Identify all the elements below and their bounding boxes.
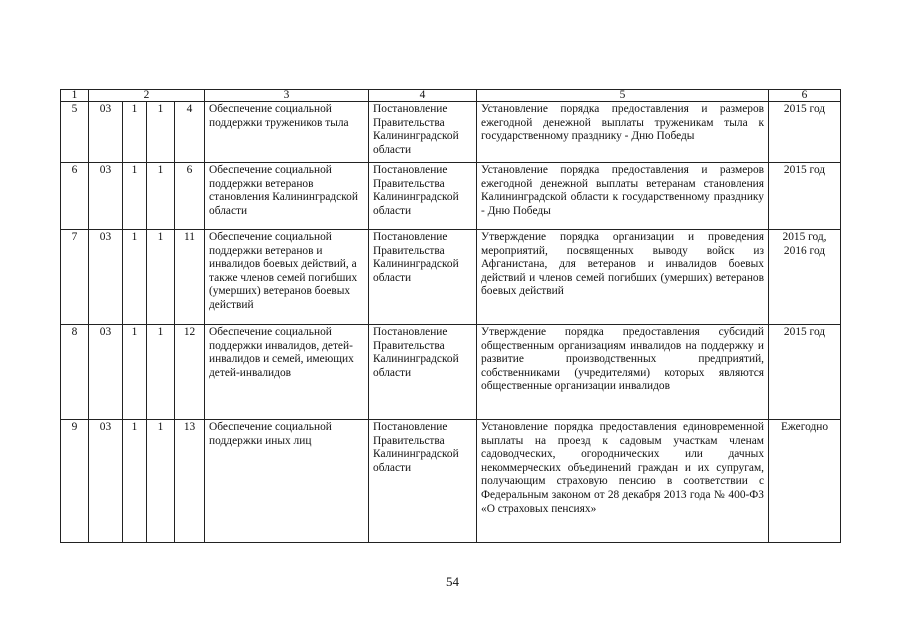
code-cell: 12 [175,325,205,420]
legal-act-cell: Постановление Правительства Калининградской области [369,102,477,163]
code-cell: 6 [175,163,205,230]
table-row [61,325,841,420]
page-number: 54 [446,574,459,589]
row-number: 6 [61,163,89,230]
measure-cell: Обеспечение социальной поддержки инвалидов, детей-инвалидов и семей, имеющих детей-инвалидов [205,325,369,420]
measure-cell: Обеспечение социальной поддержки тружеников тыла [205,102,369,163]
code-cell: 1 [123,102,147,163]
deadline-cell: 2015 год [769,325,841,420]
code-cell: 1 [123,230,147,325]
row-number: 8 [61,325,89,420]
description-cell: Установление порядка предоставления единовременной выплаты на проезд к садовым участкам членам садоводческих, огороднических или дачных некоммерческих объединений граждан и их супругам, получающим страховую пенсию в соответствии с Федеральным законом от 28 декабря 2013 года № 400-ФЗ «О страховых пенсиях» [477,420,769,543]
programme-table [60,89,841,543]
deadline-cell: 2015 год [769,102,841,163]
header-col-4: 4 [369,90,477,102]
row-number: 9 [61,420,89,543]
code-cell: 03 [89,325,123,420]
code-cell: 1 [147,230,175,325]
legal-act-cell: Постановление Правительства Калининградской области [369,230,477,325]
code-cell: 1 [123,163,147,230]
code-cell: 11 [175,230,205,325]
code-cell: 1 [147,102,175,163]
code-cell: 1 [123,420,147,543]
header-col-2: 2 [89,90,205,102]
deadline-cell: 2015 год, 2016 год [769,230,841,325]
table-row [61,163,841,230]
code-cell: 03 [89,102,123,163]
code-cell: 1 [147,420,175,543]
header-col-6: 6 [769,90,841,102]
table-row [61,230,841,325]
deadline-cell: 2015 год [769,163,841,230]
legal-act-cell: Постановление Правительства Калининградской области [369,420,477,543]
table-row [61,102,841,163]
measure-cell: Обеспечение социальной поддержки ветеранов и инвалидов боевых действий, а также членов семей погибших (умерших) ветеранов боевых действий [205,230,369,325]
code-cell: 03 [89,163,123,230]
header-col-1: 1 [61,90,89,102]
legal-act-cell: Постановление Правительства Калининградской области [369,163,477,230]
legal-act-cell: Постановление Правительства Калининградской области [369,325,477,420]
header-col-5: 5 [477,90,769,102]
code-cell: 4 [175,102,205,163]
table-row [61,420,841,543]
code-cell: 1 [147,163,175,230]
header-row [61,90,841,102]
header-col-3: 3 [205,90,369,102]
description-cell: Установление порядка предоставления и размеров ежегодной денежной выплаты ветеранам становления Калининградской области к государственному празднику - Дню Победы [477,163,769,230]
measure-cell: Обеспечение социальной поддержки иных лиц [205,420,369,543]
description-cell: Утверждение порядка организации и проведения мероприятий, посвященных выводу войск из Афганистана, для ветеранов и инвалидов боевых действий и членов семей погибших (умерших) ветеранов боевых действий [477,230,769,325]
row-number: 7 [61,230,89,325]
row-number: 5 [61,102,89,163]
code-cell: 03 [89,420,123,543]
code-cell: 13 [175,420,205,543]
description-cell: Утверждение порядка предоставления субсидий общественным организациям инвалидов на поддержку и развитие производственных предприятий, собственниками (учредителями) которых являются общественные организации инвалидов [477,325,769,420]
code-cell: 03 [89,230,123,325]
description-cell: Установление порядка предоставления и размеров ежегодной денежной выплаты труженикам тыла к государственному празднику - Дню Победы [477,102,769,163]
measure-cell: Обеспечение социальной поддержки ветеранов становления Калининградской области [205,163,369,230]
code-cell: 1 [147,325,175,420]
deadline-cell: Ежегодно [769,420,841,543]
code-cell: 1 [123,325,147,420]
